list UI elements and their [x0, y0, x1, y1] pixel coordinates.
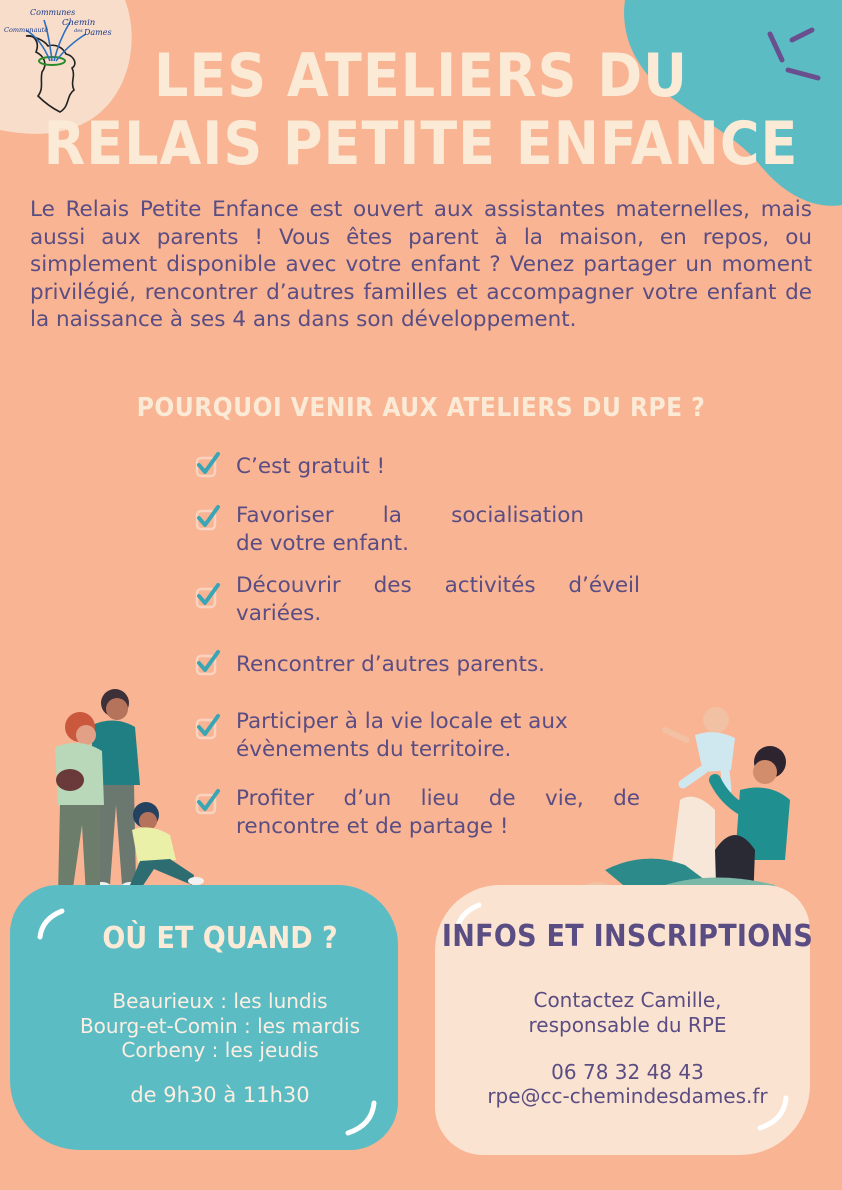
info-box [435, 885, 814, 1155]
logo-text-communaute: Communauté [4, 26, 49, 34]
intro-paragraph: Le Relais Petite Enfance est ouvert aux assistantes maternelles, mais aussi aux parents ! Vous êtes parent à la maison, en repos, ou simplement disponible avec votre enfant ? Venez partager un moment privilégié, rencontrer d’autres familles et accompagner votre enfant de la naissance à ses 4 ans dans son développement. [30, 197, 812, 332]
info-email[interactable]: rpe@cc-chemindesdames.fr [487, 1084, 768, 1108]
check-icon [194, 503, 224, 533]
list-item: Profiter d’un lieu de vie, de [236, 786, 640, 811]
logo-text-dames: Dames [84, 28, 112, 37]
list-item: Découvrir des activités d’éveil [236, 573, 640, 598]
where-title: OÙ ET QUAND ? [102, 921, 338, 956]
list-item: évènements du territoire. [236, 737, 512, 762]
list-item: Rencontrer d’autres parents. [236, 652, 545, 677]
list-item: variées. [236, 601, 322, 626]
logo-text-chemin: Chemin [62, 18, 96, 28]
list-item: Favoriser la socialisation [236, 503, 584, 528]
parent-baby-illustration [575, 700, 805, 915]
info-title: INFOS ET INSCRIPTIONS [441, 919, 814, 954]
list-item: C’est gratuit ! [236, 454, 386, 479]
logo-text-des: des [74, 28, 83, 34]
title-line-2: RELAIS PETITE ENFANCE [43, 109, 799, 179]
logo-text-communes: Communes [30, 8, 76, 17]
list-item: Participer à la vie locale et aux [236, 709, 568, 734]
why-title: POURQUOI VENIR AUX ATELIERS DU RPE ? [136, 393, 706, 423]
where-line: Beaurieux : les lundis [112, 989, 328, 1013]
where-when-box [10, 885, 398, 1150]
list-item: rencontre et de partage ! [236, 814, 509, 839]
check-icon [194, 648, 224, 678]
where-line: Corbeny : les jeudis [121, 1038, 319, 1062]
list-item: de votre enfant. [236, 531, 409, 556]
title-line-1: LES ATELIERS DU [154, 41, 688, 111]
info-phone: 06 78 32 48 43 [551, 1060, 704, 1084]
info-contact-line: responsable du RPE [528, 1013, 727, 1037]
where-line: Bourg-et-Comin : les mardis [79, 1013, 361, 1038]
where-hours: de 9h30 à 11h30 [130, 1083, 310, 1107]
check-icon [194, 581, 224, 611]
info-contact-line: Contactez Camille, [533, 988, 722, 1012]
check-icon [194, 450, 224, 480]
